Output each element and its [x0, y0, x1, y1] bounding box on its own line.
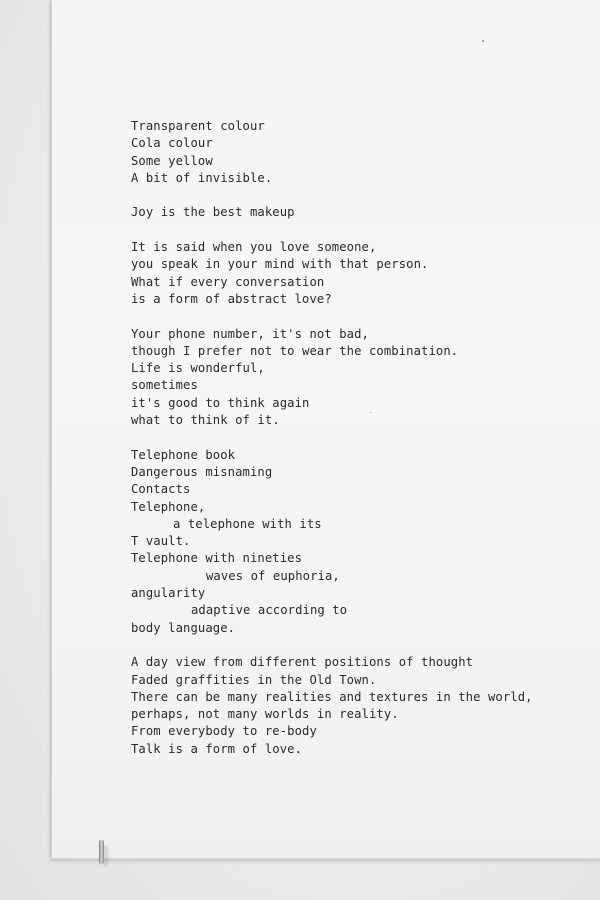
- pin-shadow: [104, 846, 108, 866]
- poem-line: T vault.: [131, 534, 191, 549]
- poem-line: Telephone book: [131, 447, 236, 462]
- poem-line: a telephone with its: [173, 516, 322, 531]
- poem-line: Talk is a form of love.: [131, 741, 303, 756]
- poem-line: A bit of invisible.: [131, 170, 273, 185]
- poem-line: waves of euphoria,: [206, 568, 340, 583]
- dust-speck: [482, 40, 484, 42]
- poem-line: Your phone number, it's not bad,: [131, 326, 369, 341]
- mounting-pin: [99, 840, 104, 864]
- poem-line: Joy is the best makeup: [131, 205, 295, 220]
- poem-line: Faded graffities in the Old Town.: [131, 672, 377, 687]
- stanza-gap: [131, 222, 533, 239]
- poem-line: adaptive according to: [191, 603, 348, 618]
- poem-line: It is said when you love someone,: [131, 240, 377, 255]
- poem-line: Cola colour: [131, 136, 213, 151]
- poem-line: body language.: [131, 620, 236, 635]
- poem-line: A day view from different positions of thought: [131, 655, 474, 670]
- poem-line: Transparent colour: [131, 119, 265, 133]
- stanza-gap: [131, 429, 533, 446]
- glass-bottom-edge: [50, 858, 600, 861]
- poem-line: Dangerous misnaming: [131, 464, 273, 479]
- stanza-gap: [131, 187, 533, 204]
- stanza-gap: [131, 308, 533, 325]
- poem-line: From everybody to re-body: [131, 724, 317, 739]
- poem-line: angularity: [131, 586, 206, 601]
- stanza-gap: [131, 637, 533, 654]
- poem-line: what to think of it.: [131, 413, 280, 428]
- poem-line: What if every conversation: [131, 274, 325, 289]
- poem-line: Some yellow: [131, 153, 213, 168]
- poem-line: sometimes: [131, 378, 198, 393]
- poem-line: you speak in your mind with that person.: [131, 257, 429, 272]
- poem-text: [131, 118, 533, 758]
- poem-line: Contacts: [131, 482, 191, 497]
- poem-line: There can be many realities and textures in the world,: [131, 689, 533, 704]
- poem-line: is a form of abstract love?: [131, 291, 332, 306]
- poem-line: perhaps, not many worlds in reality.: [131, 707, 399, 722]
- poem-line: Telephone,: [131, 499, 206, 514]
- poem-line: Telephone with nineties: [131, 551, 303, 566]
- poem-line: Life is wonderful,: [131, 361, 265, 376]
- poem-line: though I prefer not to wear the combination.: [131, 343, 459, 358]
- poem-line: it's good to think again: [131, 395, 310, 410]
